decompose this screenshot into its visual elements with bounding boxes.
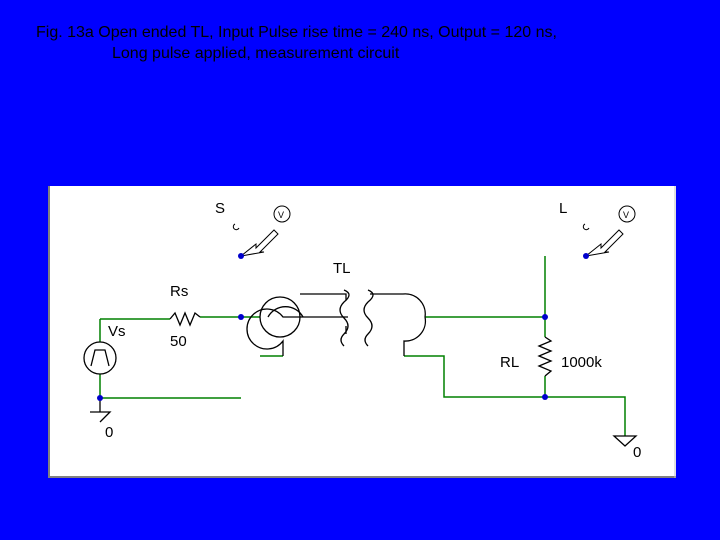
probe-s-glyph: V <box>278 210 285 220</box>
node-rl-top <box>542 314 548 320</box>
rl-value: 1000k <box>561 354 602 371</box>
vs-pulse-source <box>84 342 116 374</box>
node-probe-l <box>583 253 589 259</box>
rs-label: Rs <box>170 283 189 300</box>
node-ground-left <box>97 395 103 401</box>
circuit-schematic <box>48 186 676 478</box>
wire-right-ground <box>545 397 625 436</box>
rs-resistor-symbol <box>170 313 200 325</box>
caption-line-1: Fig. 13a Open ended TL, Input Pulse rise time = 240 ns, Output = 120 ns, <box>36 24 557 41</box>
node-rs-tl <box>238 314 244 320</box>
rl-resistor-symbol <box>539 337 551 376</box>
caption-line-2: Long pulse applied, measurement circuit <box>112 45 400 62</box>
wire-tl-out-bottom <box>404 356 545 397</box>
ground-right-label: 0 <box>633 444 642 461</box>
figure-caption <box>36 22 557 64</box>
tl-label: TL <box>333 260 351 277</box>
voltage-probe-s[interactable] <box>233 206 290 256</box>
node-rl-bottom <box>542 394 548 400</box>
probe-l-glyph: V <box>623 210 630 220</box>
probe-l-label: L <box>559 200 568 217</box>
rl-label: RL <box>500 354 520 371</box>
transmission-line-symbol <box>247 290 425 356</box>
wire-ground-return-left <box>100 374 241 398</box>
voltage-probe-l[interactable] <box>583 206 635 256</box>
node-probe-s <box>238 253 244 259</box>
vs-label: Vs <box>108 323 126 340</box>
rs-value: 50 <box>170 333 187 350</box>
probe-s-label: S <box>215 200 226 217</box>
schematic-panel <box>48 186 676 478</box>
ground-left-label: 0 <box>105 424 114 441</box>
ground-left-symbol <box>90 398 110 422</box>
